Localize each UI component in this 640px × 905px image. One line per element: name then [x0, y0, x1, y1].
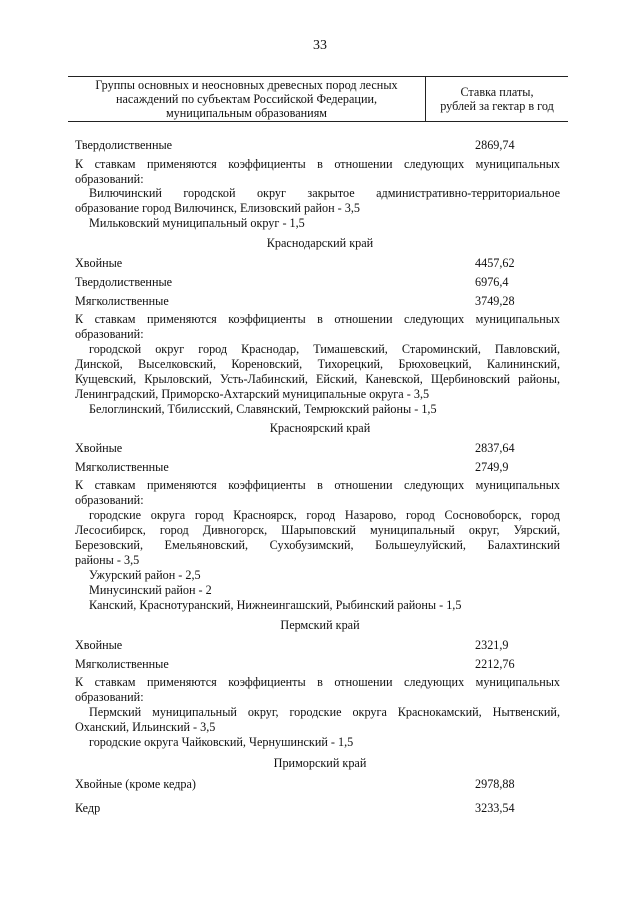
table-header [68, 76, 568, 122]
rate-value: 6976,4 [475, 275, 509, 289]
coefficient-intro-end: образований: [75, 172, 144, 186]
header-left-line: Группы основных и неосновных древесных пород лесных [95, 78, 398, 92]
coefficient-intro: К ставкам применяются коэффициенты в отношении следующих муниципальных [75, 675, 560, 689]
rate-value: 2749,9 [475, 460, 509, 474]
coefficient-intro: К ставкам применяются коэффициенты в отношении следующих муниципальных [75, 157, 560, 171]
header-left-line: муниципальным образованиям [165, 106, 328, 120]
municipality-item: Ужурский район - 2,5 [89, 568, 201, 582]
header-rate-column [426, 85, 568, 113]
rate-value: 2212,76 [475, 657, 515, 671]
municipality-item: районы - 3,5 [75, 553, 140, 567]
municipality-item: Динской, Выселковский, Кореновский, Тихорецкий, Брюховецкий, Калининский, [75, 357, 560, 371]
species-name: Твердолиственные [75, 275, 173, 289]
species-name: Хвойные [75, 256, 123, 270]
municipality-item: Березовский, Емельяновский, Сухобузимский, Большеулуйский, Балахтинский [75, 538, 560, 552]
rate-value: 2321,9 [475, 638, 509, 652]
region-title: Красноярский край [269, 421, 371, 435]
municipality-item: городские округа город Красноярск, город Назарово, город Сосновоборск, город [89, 508, 560, 522]
rate-value: 2869,74 [475, 138, 515, 152]
municipality-item: Кущевский, Крыловский, Усть-Лабинский, Ейский, Каневской, Щербиновский районы, [75, 372, 560, 386]
coefficient-intro: К ставкам применяются коэффициенты в отношении следующих муниципальных [75, 312, 560, 326]
municipality-item: городские округа Чайковский, Чернушинский - 1,5 [89, 735, 354, 749]
municipality-item: Пермский муниципальный округ, городские округа Краснокамский, Нытвенский, [89, 705, 560, 719]
species-name: Мягколиственные [75, 294, 169, 308]
region-title: Краснодарский край [266, 236, 374, 250]
page-number: 33 [313, 38, 327, 53]
rate-value: 3233,54 [475, 801, 515, 815]
header-right-line: Ставка платы, [460, 85, 534, 99]
coefficient-intro-end: образований: [75, 690, 144, 704]
header-right-line: рублей за гектар в год [440, 99, 554, 113]
coefficient-intro-end: образований: [75, 327, 144, 341]
species-name: Мягколиственные [75, 460, 169, 474]
coefficient-intro: К ставкам применяются коэффициенты в отношении следующих муниципальных [75, 478, 560, 492]
rate-value: 4457,62 [475, 256, 515, 270]
species-name: Хвойные (кроме кедра) [75, 777, 196, 791]
municipality-item: Лесосибирск, город Дивногорск, Шарыповский муниципальный округ, Уярский, [75, 523, 560, 537]
header-groups-column [68, 78, 425, 120]
municipality-item: Ленинградский, Приморско-Ахтарский муниципальные округа - 3,5 [75, 387, 430, 401]
municipality-item: Мильковский муниципальный округ - 1,5 [89, 216, 305, 230]
municipality-item: образование город Вилючинск, Елизовский район - 3,5 [75, 201, 361, 215]
species-name: Твердолиственные [75, 138, 173, 152]
species-name: Мягколиственные [75, 657, 169, 671]
species-name: Хвойные [75, 638, 123, 652]
municipality-item: Вилючинский городской округ закрытое административно-территориальное [89, 186, 560, 200]
species-name: Кедр [75, 801, 101, 815]
rate-value: 2837,64 [475, 441, 515, 455]
municipality-item: Минусинский район - 2 [89, 583, 212, 597]
species-name: Хвойные [75, 441, 123, 455]
municipality-item: Белоглинский, Тбилисский, Славянский, Темрюкский районы - 1,5 [89, 402, 437, 416]
region-title: Приморский край [273, 756, 367, 770]
municipality-item: Канский, Краснотуранский, Нижнеингашский, Рыбинский районы - 1,5 [89, 598, 462, 612]
header-left-line: насаждений по субъектам Российской Федерации, [115, 92, 378, 106]
rate-value: 3749,28 [475, 294, 515, 308]
rate-value: 2978,88 [475, 777, 515, 791]
region-title: Пермский край [280, 618, 360, 632]
coefficient-intro-end: образований: [75, 493, 144, 507]
municipality-item: Оханский, Ильинский - 3,5 [75, 720, 216, 734]
municipality-item: городской округ город Краснодар, Тимашевский, Староминский, Павловский, [89, 342, 560, 356]
